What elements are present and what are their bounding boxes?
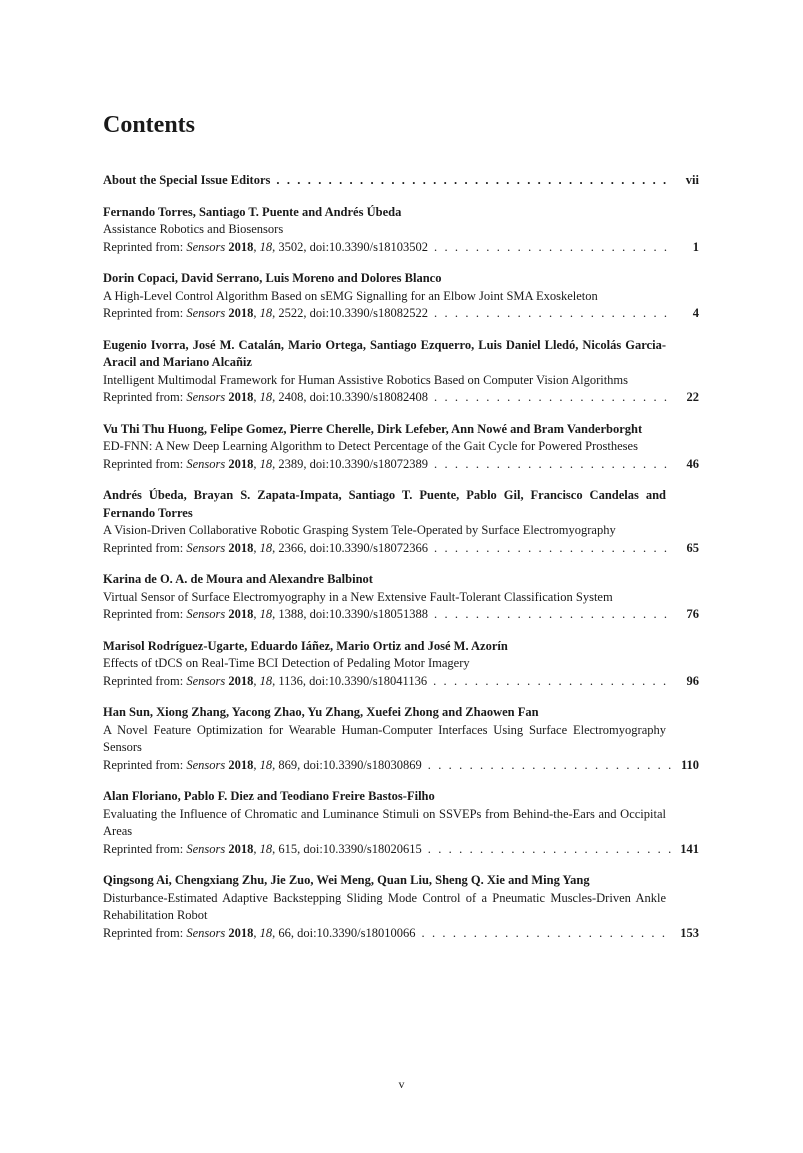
- reprint-prefix: Reprinted from:: [103, 673, 187, 688]
- journal-volume: 18: [259, 925, 273, 940]
- toc-entry[interactable]: [103, 638, 699, 691]
- journal-name: Sensors: [186, 540, 226, 555]
- entry-page: 4: [692, 306, 699, 320]
- journal-year: 2018: [228, 456, 254, 471]
- dot-leader: [434, 389, 671, 407]
- reprint-prefix: Reprinted from:: [103, 540, 187, 555]
- entry-reprint-line: [103, 606, 699, 624]
- article-doi: , 1136, doi:10.3390/s18041136: [272, 673, 428, 688]
- entry-page: 46: [686, 456, 699, 471]
- dot-leader: [428, 841, 671, 859]
- entry-title: Assistance Robotics and Biosensors: [103, 222, 284, 236]
- entry-page: 22: [686, 390, 699, 404]
- toc-entry[interactable]: [103, 571, 699, 624]
- journal-year: 2018: [228, 673, 254, 688]
- journal-name: Sensors: [186, 841, 226, 856]
- entry-authors: Dorin Copaci, David Serrano, Luis Moreno and Dolores Blanco: [103, 271, 442, 285]
- journal-volume: 18: [259, 306, 273, 320]
- article-doi: , 2366, doi:10.3390/s18072366: [272, 540, 429, 555]
- dot-leader: [434, 456, 671, 474]
- entry-authors: Vu Thi Thu Huong, Felipe Gomez, Pierre Cherelle, Dirk Lefeber, Ann Nowé and Bram Vanderborght: [103, 421, 643, 436]
- reprint-prefix: Reprinted from:: [103, 841, 187, 856]
- entry-authors: Qingsong Ai, Chengxiang Zhu, Jie Zuo, Wei Meng, Quan Liu, Sheng Q. Xie and Ming Yang: [103, 873, 590, 887]
- entry-reprint-line: [103, 540, 699, 558]
- entry-title: Evaluating the Influence of Chromatic and Luminance Stimuli on SSVEPs from Behind-the-Ears and Occipital Areas: [103, 806, 666, 838]
- journal-year: 2018: [228, 239, 254, 254]
- journal-year: 2018: [228, 841, 254, 856]
- article-doi: , 615, doi:10.3390/s18020615: [272, 841, 422, 856]
- entry-authors: Fernando Torres, Santiago T. Puente and Andrés Úbeda: [103, 204, 402, 219]
- entry-authors: Han Sun, Xiong Zhang, Yacong Zhao, Yu Zhang, Xuefei Zhong and Zhaowen Fan: [103, 705, 539, 719]
- journal-name: Sensors: [186, 239, 226, 254]
- journal-year: 2018: [228, 757, 254, 772]
- entry-reprint-line: [103, 841, 699, 859]
- toc-entry[interactable]: [103, 270, 699, 323]
- journal-volume: 18: [259, 841, 273, 856]
- editors-label: About the Special Issue Editors: [103, 173, 271, 187]
- reprint-prefix: Reprinted from:: [103, 925, 187, 940]
- entry-page: 1: [692, 239, 699, 254]
- journal-name: Sensors: [186, 306, 226, 320]
- toc-entry-list: [103, 204, 699, 943]
- article-doi: , 1388, doi:10.3390/s18051388: [272, 607, 429, 621]
- dot-leader: [434, 239, 671, 257]
- toc-entry[interactable]: [103, 337, 699, 407]
- article-doi: , 2408, doi:10.3390/s18082408: [272, 390, 429, 404]
- entry-citation: Reprinted from: Sensors 2018, 18, 2522, doi:10.3390/s18082522: [103, 306, 429, 320]
- table-of-contents: [103, 172, 699, 956]
- entry-title: Virtual Sensor of Surface Electromyography in a New Extensive Fault-Tolerant Classification System: [103, 589, 613, 604]
- entry-citation: Reprinted from: Sensors 2018, 18, 869, doi:10.3390/s18030869: [103, 757, 422, 772]
- journal-year: 2018: [228, 306, 254, 320]
- editors-page: vii: [685, 173, 699, 187]
- dot-leader: [434, 606, 671, 624]
- entry-reprint-line: [103, 305, 699, 323]
- entry-reprint-line: [103, 757, 699, 775]
- entry-title: A Vision-Driven Collaborative Robotic Grasping System Tele-Operated by Surface Electromyography: [103, 523, 616, 537]
- entry-title: Effects of tDCS on Real-Time BCI Detection of Pedaling Motor Imagery: [103, 656, 470, 670]
- reprint-prefix: Reprinted from:: [103, 239, 187, 254]
- toc-entry[interactable]: [103, 872, 699, 942]
- dot-leader: [434, 305, 671, 323]
- entry-citation: Reprinted from: Sensors 2018, 18, 3502, doi:10.3390/s18103502: [103, 239, 429, 254]
- journal-name: Sensors: [186, 925, 226, 940]
- journal-volume: 18: [259, 390, 273, 404]
- toc-entry[interactable]: [103, 421, 699, 474]
- article-doi: , 2389, doi:10.3390/s18072389: [272, 456, 429, 471]
- journal-year: 2018: [228, 540, 254, 555]
- dot-leader: [276, 172, 671, 190]
- journal-volume: 18: [259, 607, 273, 621]
- reprint-prefix: Reprinted from:: [103, 390, 187, 404]
- dot-leader: [434, 540, 671, 558]
- entry-page: 76: [686, 607, 699, 621]
- journal-name: Sensors: [186, 456, 226, 471]
- reprint-prefix: Reprinted from:: [103, 456, 187, 471]
- dot-leader: [433, 673, 671, 691]
- article-doi: , 66, doi:10.3390/s18010066: [272, 925, 416, 940]
- dot-leader: [422, 925, 671, 943]
- entry-reprint-line: [103, 925, 699, 943]
- toc-entry[interactable]: [103, 204, 699, 257]
- entry-page: 110: [680, 757, 699, 772]
- entry-authors: Eugenio Ivorra, José M. Catalán, Mario Ortega, Santiago Ezquerro, Luis Daniel Lledó, Nicolás Garcia-Aracil and Mariano Alcañiz: [103, 337, 666, 369]
- article-doi: , 869, doi:10.3390/s18030869: [272, 757, 422, 772]
- entry-reprint-line: [103, 389, 699, 407]
- journal-volume: 18: [259, 239, 273, 254]
- journal-name: Sensors: [186, 673, 226, 688]
- reprint-prefix: Reprinted from:: [103, 306, 187, 320]
- toc-entry[interactable]: [103, 704, 699, 774]
- entry-citation: Reprinted from: Sensors 2018, 18, 615, doi:10.3390/s18020615: [103, 841, 422, 856]
- journal-volume: 18: [259, 540, 273, 555]
- entry-page: 65: [686, 540, 699, 555]
- journal-year: 2018: [228, 607, 254, 621]
- journal-name: Sensors: [186, 757, 226, 772]
- entry-citation: Reprinted from: Sensors 2018, 18, 2366, doi:10.3390/s18072366: [103, 540, 429, 555]
- toc-entry[interactable]: [103, 788, 699, 858]
- entry-page: 153: [680, 925, 699, 940]
- journal-year: 2018: [228, 925, 254, 940]
- journal-name: Sensors: [186, 607, 226, 621]
- entry-authors: Andrés Úbeda, Brayan S. Zapata-Impata, Santiago T. Puente, Pablo Gil, Francisco Candelas and Fernando Torres: [103, 488, 666, 520]
- entry-title: A High-Level Control Algorithm Based on sEMG Signalling for an Elbow Joint SMA Exoskeleton: [103, 288, 598, 303]
- page-title: Contents: [103, 112, 196, 138]
- toc-entry[interactable]: [103, 487, 699, 557]
- entry-citation: Reprinted from: Sensors 2018, 18, 1136, doi:10.3390/s18041136: [103, 673, 428, 688]
- article-doi: , 2522, doi:10.3390/s18082522: [272, 306, 429, 320]
- toc-editors-row[interactable]: [103, 172, 699, 190]
- entry-reprint-line: [103, 673, 699, 691]
- journal-volume: 18: [259, 456, 273, 471]
- journal-volume: 18: [259, 757, 273, 772]
- entry-authors: Marisol Rodríguez-Ugarte, Eduardo Iáñez, Mario Ortiz and José M. Azorín: [103, 638, 508, 653]
- entry-citation: Reprinted from: Sensors 2018, 18, 1388, doi:10.3390/s18051388: [103, 607, 429, 621]
- journal-name: Sensors: [186, 390, 226, 404]
- entry-page: 141: [680, 841, 699, 856]
- journal-year: 2018: [228, 390, 254, 404]
- dot-leader: [428, 757, 671, 775]
- entry-citation: Reprinted from: Sensors 2018, 18, 2389, doi:10.3390/s18072389: [103, 456, 429, 471]
- entry-reprint-line: [103, 239, 699, 257]
- entry-page: 96: [686, 673, 699, 688]
- page-number: v: [398, 1077, 405, 1091]
- entry-title: Intelligent Multimodal Framework for Human Assistive Robotics Based on Computer Vision Algorithms: [103, 372, 629, 387]
- entry-reprint-line: [103, 456, 699, 474]
- entry-title: A Novel Feature Optimization for Wearable Human-Computer Interfaces Using Surface Electromyography Sensors: [103, 722, 666, 754]
- entry-title: Disturbance-Estimated Adaptive Backstepping Sliding Mode Control of a Pneumatic Muscles-Driven Ankle Rehabilitation Robot: [103, 890, 666, 922]
- entry-citation: Reprinted from: Sensors 2018, 18, 2408, doi:10.3390/s18082408: [103, 390, 429, 404]
- article-doi: , 3502, doi:10.3390/s18103502: [272, 239, 429, 254]
- entry-title: ED-FNN: A New Deep Learning Algorithm to Detect Percentage of the Gait Cycle for Powered Prostheses: [103, 439, 638, 453]
- reprint-prefix: Reprinted from:: [103, 607, 187, 621]
- entry-citation: Reprinted from: Sensors 2018, 18, 66, doi:10.3390/s18010066: [103, 925, 416, 940]
- reprint-prefix: Reprinted from:: [103, 757, 187, 772]
- entry-authors: Karina de O. A. de Moura and Alexandre Balbinot: [103, 572, 373, 586]
- journal-volume: 18: [259, 673, 273, 688]
- entry-authors: Alan Floriano, Pablo F. Diez and Teodiano Freire Bastos-Filho: [103, 789, 435, 803]
